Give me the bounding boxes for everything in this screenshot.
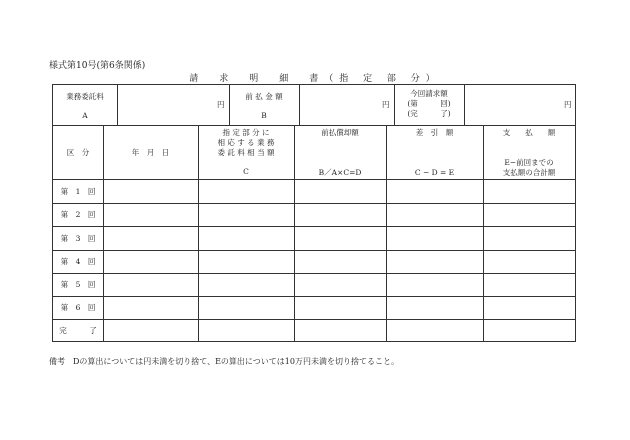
row-label-3: 第 3 回 xyxy=(60,234,96,243)
payment-note-2: 支払額の合計額 xyxy=(502,168,556,177)
payment-header: 支 払 額 xyxy=(502,128,556,137)
label-a: A xyxy=(82,111,88,120)
row-label-5: 第 5 回 xyxy=(60,280,96,289)
document-title: 請 求 明 細 書（指 定 部 分） xyxy=(189,74,441,84)
yen-unit-current: 円 xyxy=(564,100,572,109)
row-label-6: 第 6 回 xyxy=(60,303,96,312)
date-header: 年 月 日 xyxy=(131,148,170,157)
form-number: 様式第10号(第6条関係) xyxy=(49,61,146,71)
label-b: B xyxy=(261,111,267,120)
claim-complete-label: (完 了) xyxy=(407,109,451,118)
formula-d: B／A×C=D xyxy=(318,168,362,177)
invoice-table xyxy=(52,84,576,342)
designated-header-3: 委 託 料 相 当 額 xyxy=(217,148,275,157)
row-label-complete: 完 了 xyxy=(59,326,97,335)
difference-header: 差 引 額 xyxy=(415,128,454,137)
designated-header-2: 相 応 す る 業 務 xyxy=(217,138,275,147)
remarks: 備考 Dの算出については円未満を切り捨て、Eの算出については10万円未満を切り捨てること。 xyxy=(49,357,399,366)
division-header: 区 分 xyxy=(66,148,90,157)
row-label-1: 第 1 回 xyxy=(60,187,96,196)
label-c: C xyxy=(243,167,249,176)
advance-repay-header: 前払償却額 xyxy=(321,128,359,137)
formula-e: C − D = E xyxy=(414,168,455,177)
row-label-4: 第 4 回 xyxy=(60,257,96,266)
current-claim-label: 今回請求額 xyxy=(410,89,448,98)
designated-header-1: 指 定 部 分 に xyxy=(222,128,270,137)
yen-unit-a: 円 xyxy=(217,100,225,109)
advance-payment-label: 前 払 金 額 xyxy=(245,92,283,101)
row-label-2: 第 2 回 xyxy=(60,210,96,219)
yen-unit-b: 円 xyxy=(382,100,390,109)
payment-note-1: E−前回までの xyxy=(504,158,554,167)
claim-round-label: (第 回) xyxy=(407,99,451,108)
consignment-fee-label: 業務委託料 xyxy=(66,92,104,101)
